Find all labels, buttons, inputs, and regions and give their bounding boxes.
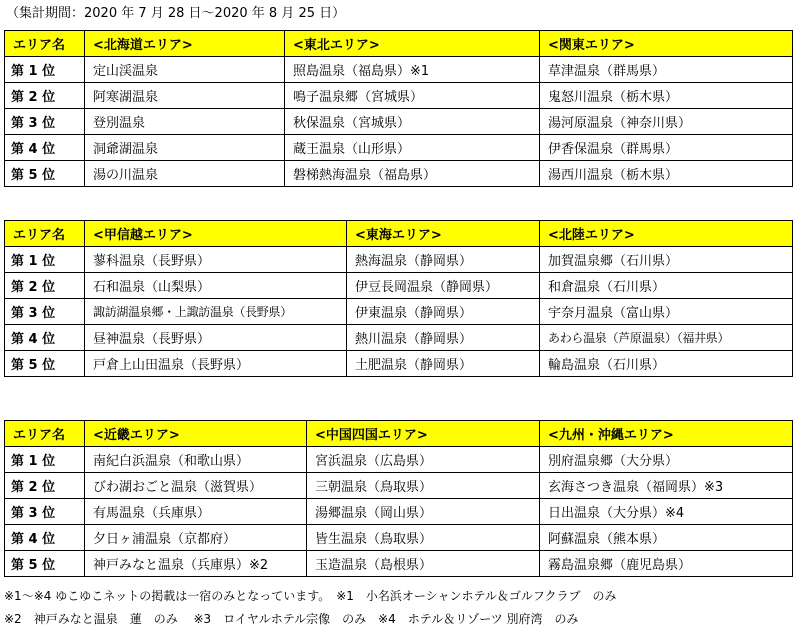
table-cell: 南紀白浜温泉（和歌山県） [85, 447, 307, 473]
rank-label: 第 5 位 [5, 551, 85, 577]
table-row [5, 161, 793, 187]
table-cell: 蔵王温泉（山形県） [285, 135, 540, 161]
header-kyushu-okinawa: <九州・沖縄エリア> [540, 421, 793, 447]
table-cell: びわ湖おごと温泉（滋賀県） [85, 473, 307, 499]
rank-label: 第 3 位 [5, 499, 85, 525]
table-cell: 湯の川温泉 [85, 161, 285, 187]
table-cell: 阿寒湖温泉 [85, 83, 285, 109]
table-cell: 伊豆長岡温泉（静岡県） [347, 273, 540, 299]
table-cell: 阿蘇温泉（熊本県） [540, 525, 793, 551]
table-cell: 戸倉上山田温泉（長野県） [85, 351, 347, 377]
table-row [5, 351, 793, 377]
table-cell: 宇奈月温泉（富山県） [540, 299, 793, 325]
table-cell: 日出温泉（大分県）※4 [540, 499, 793, 525]
table-row [5, 473, 793, 499]
header-chugoku-shikoku: <中国四国エリア> [307, 421, 540, 447]
table-cell: 熱川温泉（静岡県） [347, 325, 540, 351]
table-cell: 蓼科温泉（長野県） [85, 247, 347, 273]
footnote-line: ※2 神戸みなと温泉 蓮 のみ ※3 ロイヤルホテル宗像 のみ ※4 ホテル＆リゾーツ 別府湾 のみ [4, 612, 579, 626]
header-koshinetsu: <甲信越エリア> [85, 221, 347, 247]
rank-label: 第 2 位 [5, 83, 85, 109]
table-cell: 輪島温泉（石川県） [540, 351, 793, 377]
table-cell: 洞爺湖温泉 [85, 135, 285, 161]
table-cell: 昼神温泉（長野県） [85, 325, 347, 351]
table-row [5, 247, 793, 273]
header-tohoku: <東北エリア> [285, 31, 540, 57]
rank-label: 第 3 位 [5, 299, 85, 325]
rank-label: 第 1 位 [5, 247, 85, 273]
table-cell: 玉造温泉（島根県） [307, 551, 540, 577]
rank-label: 第 2 位 [5, 273, 85, 299]
aggregation-period: （集計期間：2020 年 7 月 28 日～2020 年 8 月 25 日） [6, 6, 346, 21]
table-cell: 石和温泉（山梨県） [85, 273, 347, 299]
table-cell: 宮浜温泉（広島県） [307, 447, 540, 473]
table-row [5, 109, 793, 135]
rank-label: 第 2 位 [5, 473, 85, 499]
rank-label: 第 5 位 [5, 161, 85, 187]
header-kanto: <関東エリア> [540, 31, 793, 57]
table-row [5, 447, 793, 473]
table-row [5, 83, 793, 109]
header-tokai: <東海エリア> [347, 221, 540, 247]
ranking-table-1 [4, 30, 793, 187]
table-cell: 和倉温泉（石川県） [540, 273, 793, 299]
header-area-label: エリア名 [5, 31, 85, 57]
table-cell: 湯河原温泉（神奈川県） [540, 109, 793, 135]
table-cell: 定山渓温泉 [85, 57, 285, 83]
table-cell: 湯西川温泉（栃木県） [540, 161, 793, 187]
table-cell: 磐梯熱海温泉（福島県） [285, 161, 540, 187]
header-kinki: <近畿エリア> [85, 421, 307, 447]
table-cell: 草津温泉（群馬県） [540, 57, 793, 83]
table-row [5, 57, 793, 83]
footnote-line: ※1～※4 ゆこゆこネットの掲載は一宿のみとなっています。 ※1 小名浜オーシャンホテル＆ゴルフクラブ のみ [4, 589, 617, 603]
table-header-row [5, 31, 793, 57]
table-row [5, 299, 793, 325]
table-cell: 霧島温泉郷（鹿児島県） [540, 551, 793, 577]
table-cell: 有馬温泉（兵庫県） [85, 499, 307, 525]
rank-label: 第 1 位 [5, 57, 85, 83]
table-cell: 伊香保温泉（群馬県） [540, 135, 793, 161]
rank-label: 第 4 位 [5, 325, 85, 351]
table-cell: 神戸みなと温泉（兵庫県）※2 [85, 551, 307, 577]
table-cell: 諏訪湖温泉郷・上諏訪温泉（長野県） [85, 299, 347, 325]
table-row [5, 525, 793, 551]
table-row [5, 499, 793, 525]
table-cell: 三朝温泉（鳥取県） [307, 473, 540, 499]
header-area-label: エリア名 [5, 221, 85, 247]
ranking-table-2 [4, 220, 793, 377]
header-area-label: エリア名 [5, 421, 85, 447]
table-cell: 鬼怒川温泉（栃木県） [540, 83, 793, 109]
ranking-table-3 [4, 420, 793, 577]
rank-label: 第 4 位 [5, 525, 85, 551]
table-cell: 湯郷温泉（岡山県） [307, 499, 540, 525]
rank-label: 第 4 位 [5, 135, 85, 161]
table-row [5, 273, 793, 299]
table-cell: 土肥温泉（静岡県） [347, 351, 540, 377]
table-row [5, 135, 793, 161]
table-cell: 加賀温泉郷（石川県） [540, 247, 793, 273]
table-cell: 皆生温泉（鳥取県） [307, 525, 540, 551]
table-header-row [5, 221, 793, 247]
table-cell: 登別温泉 [85, 109, 285, 135]
table-cell: 秋保温泉（宮城県） [285, 109, 540, 135]
rank-label: 第 3 位 [5, 109, 85, 135]
table-header-row [5, 421, 793, 447]
table-cell: あわら温泉（芦原温泉）（福井県） [540, 325, 793, 351]
table-cell: 夕日ヶ浦温泉（京都府） [85, 525, 307, 551]
table-cell: 玄海さつき温泉（福岡県）※3 [540, 473, 793, 499]
header-hokkaido: <北海道エリア> [85, 31, 285, 57]
footnotes [4, 585, 796, 631]
table-cell: 伊東温泉（静岡県） [347, 299, 540, 325]
table-cell: 熱海温泉（静岡県） [347, 247, 540, 273]
header-hokuriku: <北陸エリア> [540, 221, 793, 247]
table-row [5, 325, 793, 351]
rank-label: 第 1 位 [5, 447, 85, 473]
table-row [5, 551, 793, 577]
table-cell: 鳴子温泉郷（宮城県） [285, 83, 540, 109]
table-cell: 照島温泉（福島県）※1 [285, 57, 540, 83]
rank-label: 第 5 位 [5, 351, 85, 377]
table-cell: 別府温泉郷（大分県） [540, 447, 793, 473]
